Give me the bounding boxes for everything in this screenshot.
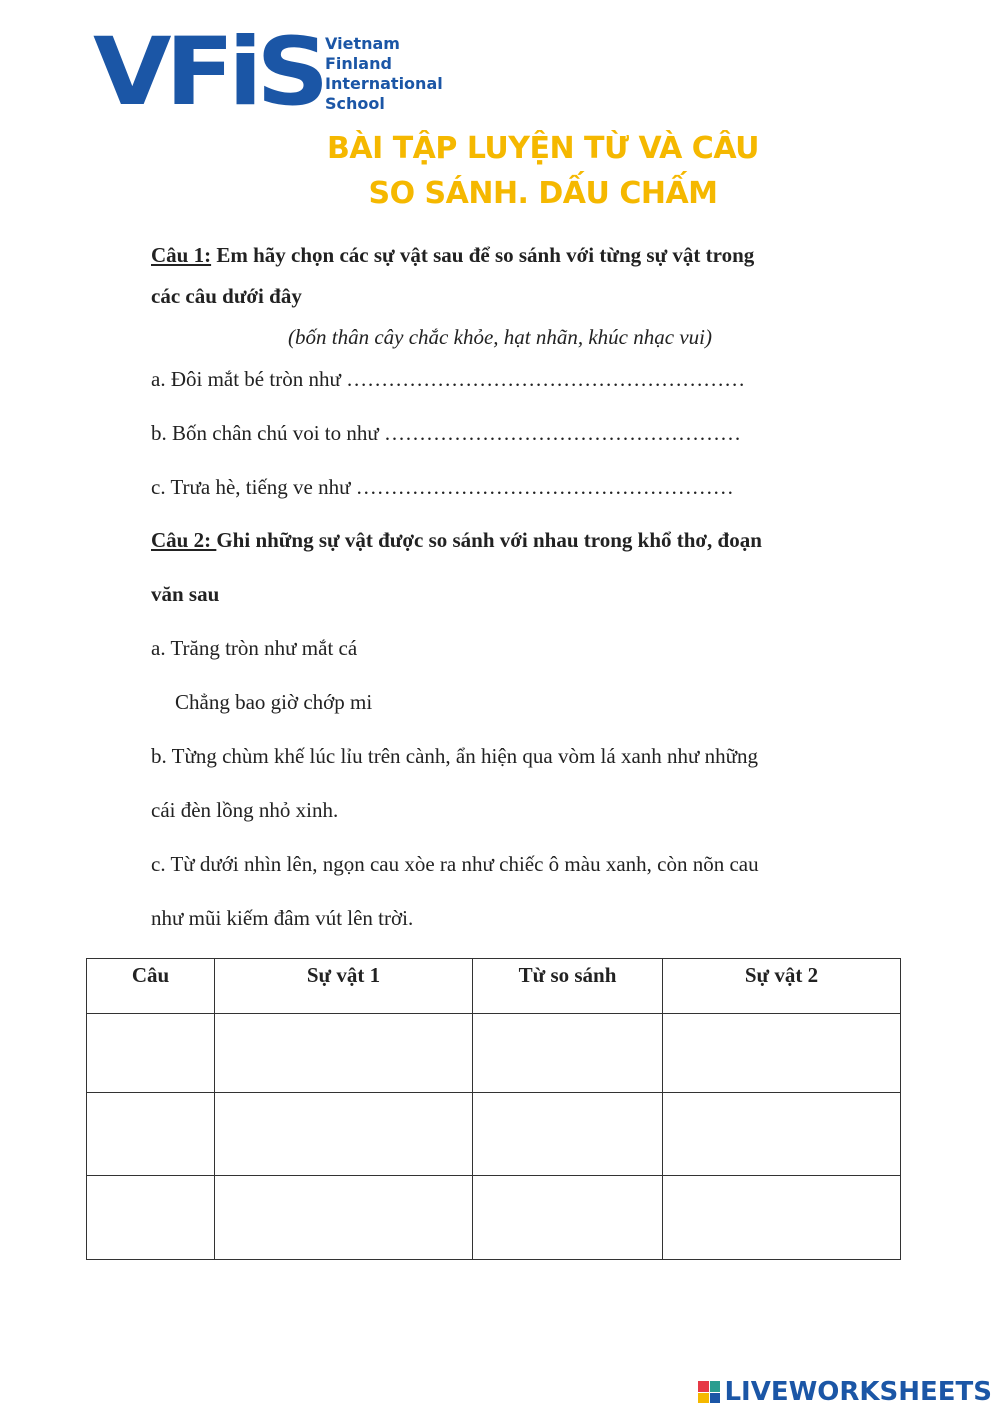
worksheet-title-line2: SO SÁNH. DẤU CHẤM — [368, 176, 718, 211]
school-logo — [93, 18, 463, 127]
question-2-text-cont: văn sau — [151, 582, 220, 606]
answer-cell[interactable] — [87, 1093, 215, 1176]
answer-cell[interactable] — [473, 1176, 663, 1260]
logo-line: School — [325, 94, 385, 113]
answer-cell[interactable] — [663, 1093, 901, 1176]
question-2-item-c-line2: như mũi kiếm đâm vút lên trời. — [151, 906, 414, 930]
table-header-row — [87, 959, 901, 1014]
answer-cell[interactable] — [663, 1014, 901, 1093]
question-2-text: Ghi những sự vật được so sánh với nhau trong khổ thơ, đoạn — [216, 528, 762, 552]
liveworksheets-logo-icon — [698, 1381, 720, 1403]
question-2-item-b-line1: b. Từng chùm khế lúc lỉu trên cành, ẩn hiện qua vòm lá xanh như những — [151, 744, 759, 768]
logo-mark: VFiS — [93, 18, 323, 127]
liveworksheets-brand — [698, 1375, 992, 1409]
table-row — [87, 1093, 901, 1176]
liveworksheets-brand-text: LIVEWORKSHEETS — [724, 1377, 992, 1407]
answer-cell[interactable] — [473, 1093, 663, 1176]
question-1-hint: (bốn thân cây chắc khỏe, hạt nhãn, khúc nhạc vui) — [288, 325, 712, 349]
question-1-text: Em hãy chọn các sự vật sau để so sánh với từng sự vật trong — [211, 243, 755, 267]
table-row — [87, 1176, 901, 1260]
question-2-item-b-line2: cái đèn lồng nhỏ xinh. — [151, 798, 339, 822]
logo-line: Vietnam — [325, 34, 400, 53]
header-su-vat-1: Sự vật 1 — [215, 959, 473, 1014]
header-tu-so-sanh: Từ so sánh — [473, 959, 663, 1014]
worksheet-title-line1: BÀI TẬP LUYỆN TỪ VÀ CÂU — [327, 131, 759, 166]
question-2-item-a-line1: a. Trăng tròn như mắt cá — [151, 636, 358, 660]
question-1-item-c[interactable]: c. Trưa hè, tiếng ve như ……………………………………………… — [151, 475, 734, 499]
answer-table — [86, 958, 901, 1260]
question-2-item-c-line1: c. Từ dưới nhìn lên, ngọn cau xòe ra như chiếc ô màu xanh, còn nõn cau — [151, 852, 759, 876]
answer-cell[interactable] — [87, 1014, 215, 1093]
answer-cell[interactable] — [87, 1176, 215, 1260]
logo-line: International — [325, 74, 443, 93]
table-row — [87, 1014, 901, 1093]
question-2-label: Câu 2: — [151, 528, 217, 552]
answer-cell[interactable] — [215, 1093, 473, 1176]
question-1-text-cont: các câu dưới đây — [151, 284, 302, 308]
question-2-item-a-line2: Chẳng bao giờ chớp mi — [175, 690, 373, 714]
header-cau: Câu — [87, 959, 215, 1014]
question-1-item-b[interactable]: b. Bốn chân chú voi to như …………………………………………… — [151, 421, 742, 445]
answer-cell[interactable] — [215, 1176, 473, 1260]
question-1-heading — [151, 243, 754, 268]
answer-cell[interactable] — [215, 1014, 473, 1093]
logo-school-name — [325, 34, 443, 114]
answer-cell[interactable] — [663, 1176, 901, 1260]
question-1-label: Câu 1: — [151, 243, 212, 267]
question-1-item-a[interactable]: a. Đôi mắt bé tròn như ………………………………………………… — [151, 367, 746, 391]
header-su-vat-2: Sự vật 2 — [663, 959, 901, 1014]
question-2-heading — [151, 528, 762, 553]
answer-cell[interactable] — [473, 1014, 663, 1093]
logo-line: Finland — [325, 54, 392, 73]
